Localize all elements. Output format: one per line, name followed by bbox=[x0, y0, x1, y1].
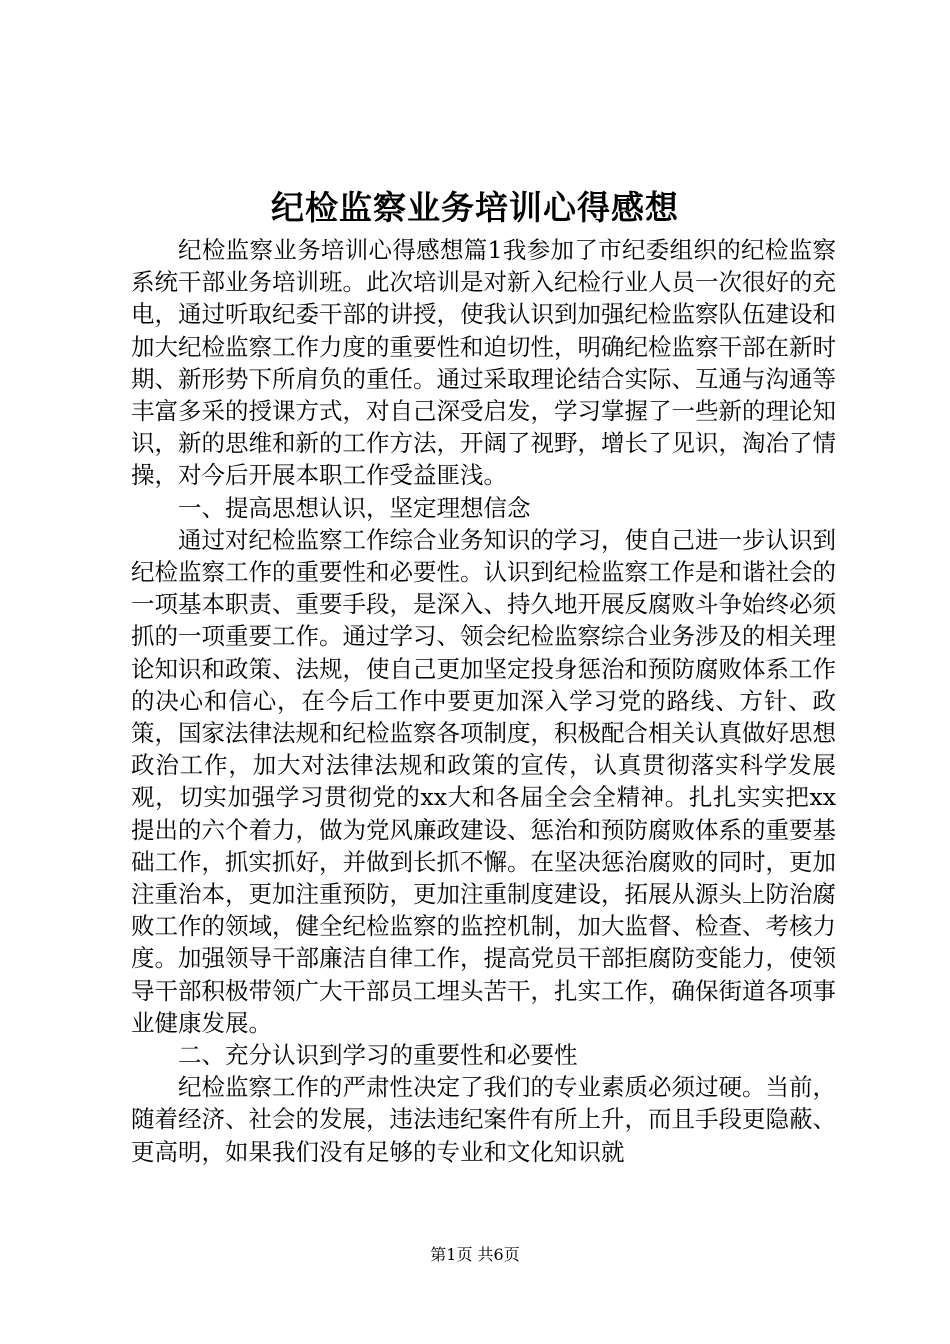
document-title: 纪检监察业务培训心得感想 bbox=[271, 188, 679, 227]
page-number-footer: 第1页 共6页 bbox=[430, 1245, 520, 1264]
section-heading-2: 二、充分认识到学习的重要性和必要性 bbox=[178, 1041, 578, 1070]
document-body bbox=[131, 234, 836, 1168]
paragraph-section-1: 通过对纪检监察工作综合业务知识的学习，使自己进一步认识到纪检监察工作的重要性和必要性。认识到纪检监察工作是和谐社会的一项基本职责、重要手段，是深入、持久地开展反腐败斗争始终必须抓的一项重要工作。通过学习、领会纪检监察综合业务涉及的相关理论知识和政策、法规，使自己更加坚定投身惩治和预防腐败体系工作的决心和信心，在今后工作中要更加深入学习党的路线、方针、政策，国家法律法规和纪检监察各项制度，积极配合相关认真做好思想政治工作，加大对法律法规和政策的宣传，认真贯彻落实科学发展观，切实加强学习贯彻党的xx大和各届全会全精神。扎扎实实把xx提出的六个着力，做为党风廉政建设、惩治和预防腐败体系的重要基础工作，抓实抓好，并做到长抓不懈。在坚决惩治腐败的同时，更加注重治本，更加注重预防，更加注重制度建设，拓展从源头上防治腐败工作的领域，健全纪检监察的监控机制，加大监督、检查、考核力度。加强领导干部廉洁自律工作，提高党员干部拒腐防变能力，使领导干部积极带领广大干部员工埋头苦干，扎实工作，确保街道各项事业健康发展。 bbox=[131, 525, 836, 1037]
paragraph-section-2: 纪检监察工作的严肃性决定了我们的专业素质必须过硬。当前，随着经济、社会的发展，违法违纪案件有所上升，而且手段更隐蔽、更高明，如果我们没有足够的专业和文化知识就 bbox=[131, 1073, 836, 1166]
section-heading-1: 一、提高思想认识，坚定理想信念 bbox=[178, 493, 531, 522]
paragraph-intro: 纪检监察业务培训心得感想篇1我参加了市纪委组织的纪检监察系统干部业务培训班。此次培训是对新入纪检行业人员一次很好的充电，通过听取纪委干部的讲授，使我认识到加强纪检监察队伍建设和加大纪检监察工作力度的重要性和迫切性，明确纪检监察干部在新时期、新形势下所肩负的重任。通过采取理论结合实际、互通与沟通等丰富多采的授课方式，对自己深受启发，学习掌握了一些新的理论知识，新的思维和新的工作方法，开阔了视野，增长了见识，淘冶了情操，对今后开展本职工作受益匪浅。 bbox=[131, 236, 836, 490]
